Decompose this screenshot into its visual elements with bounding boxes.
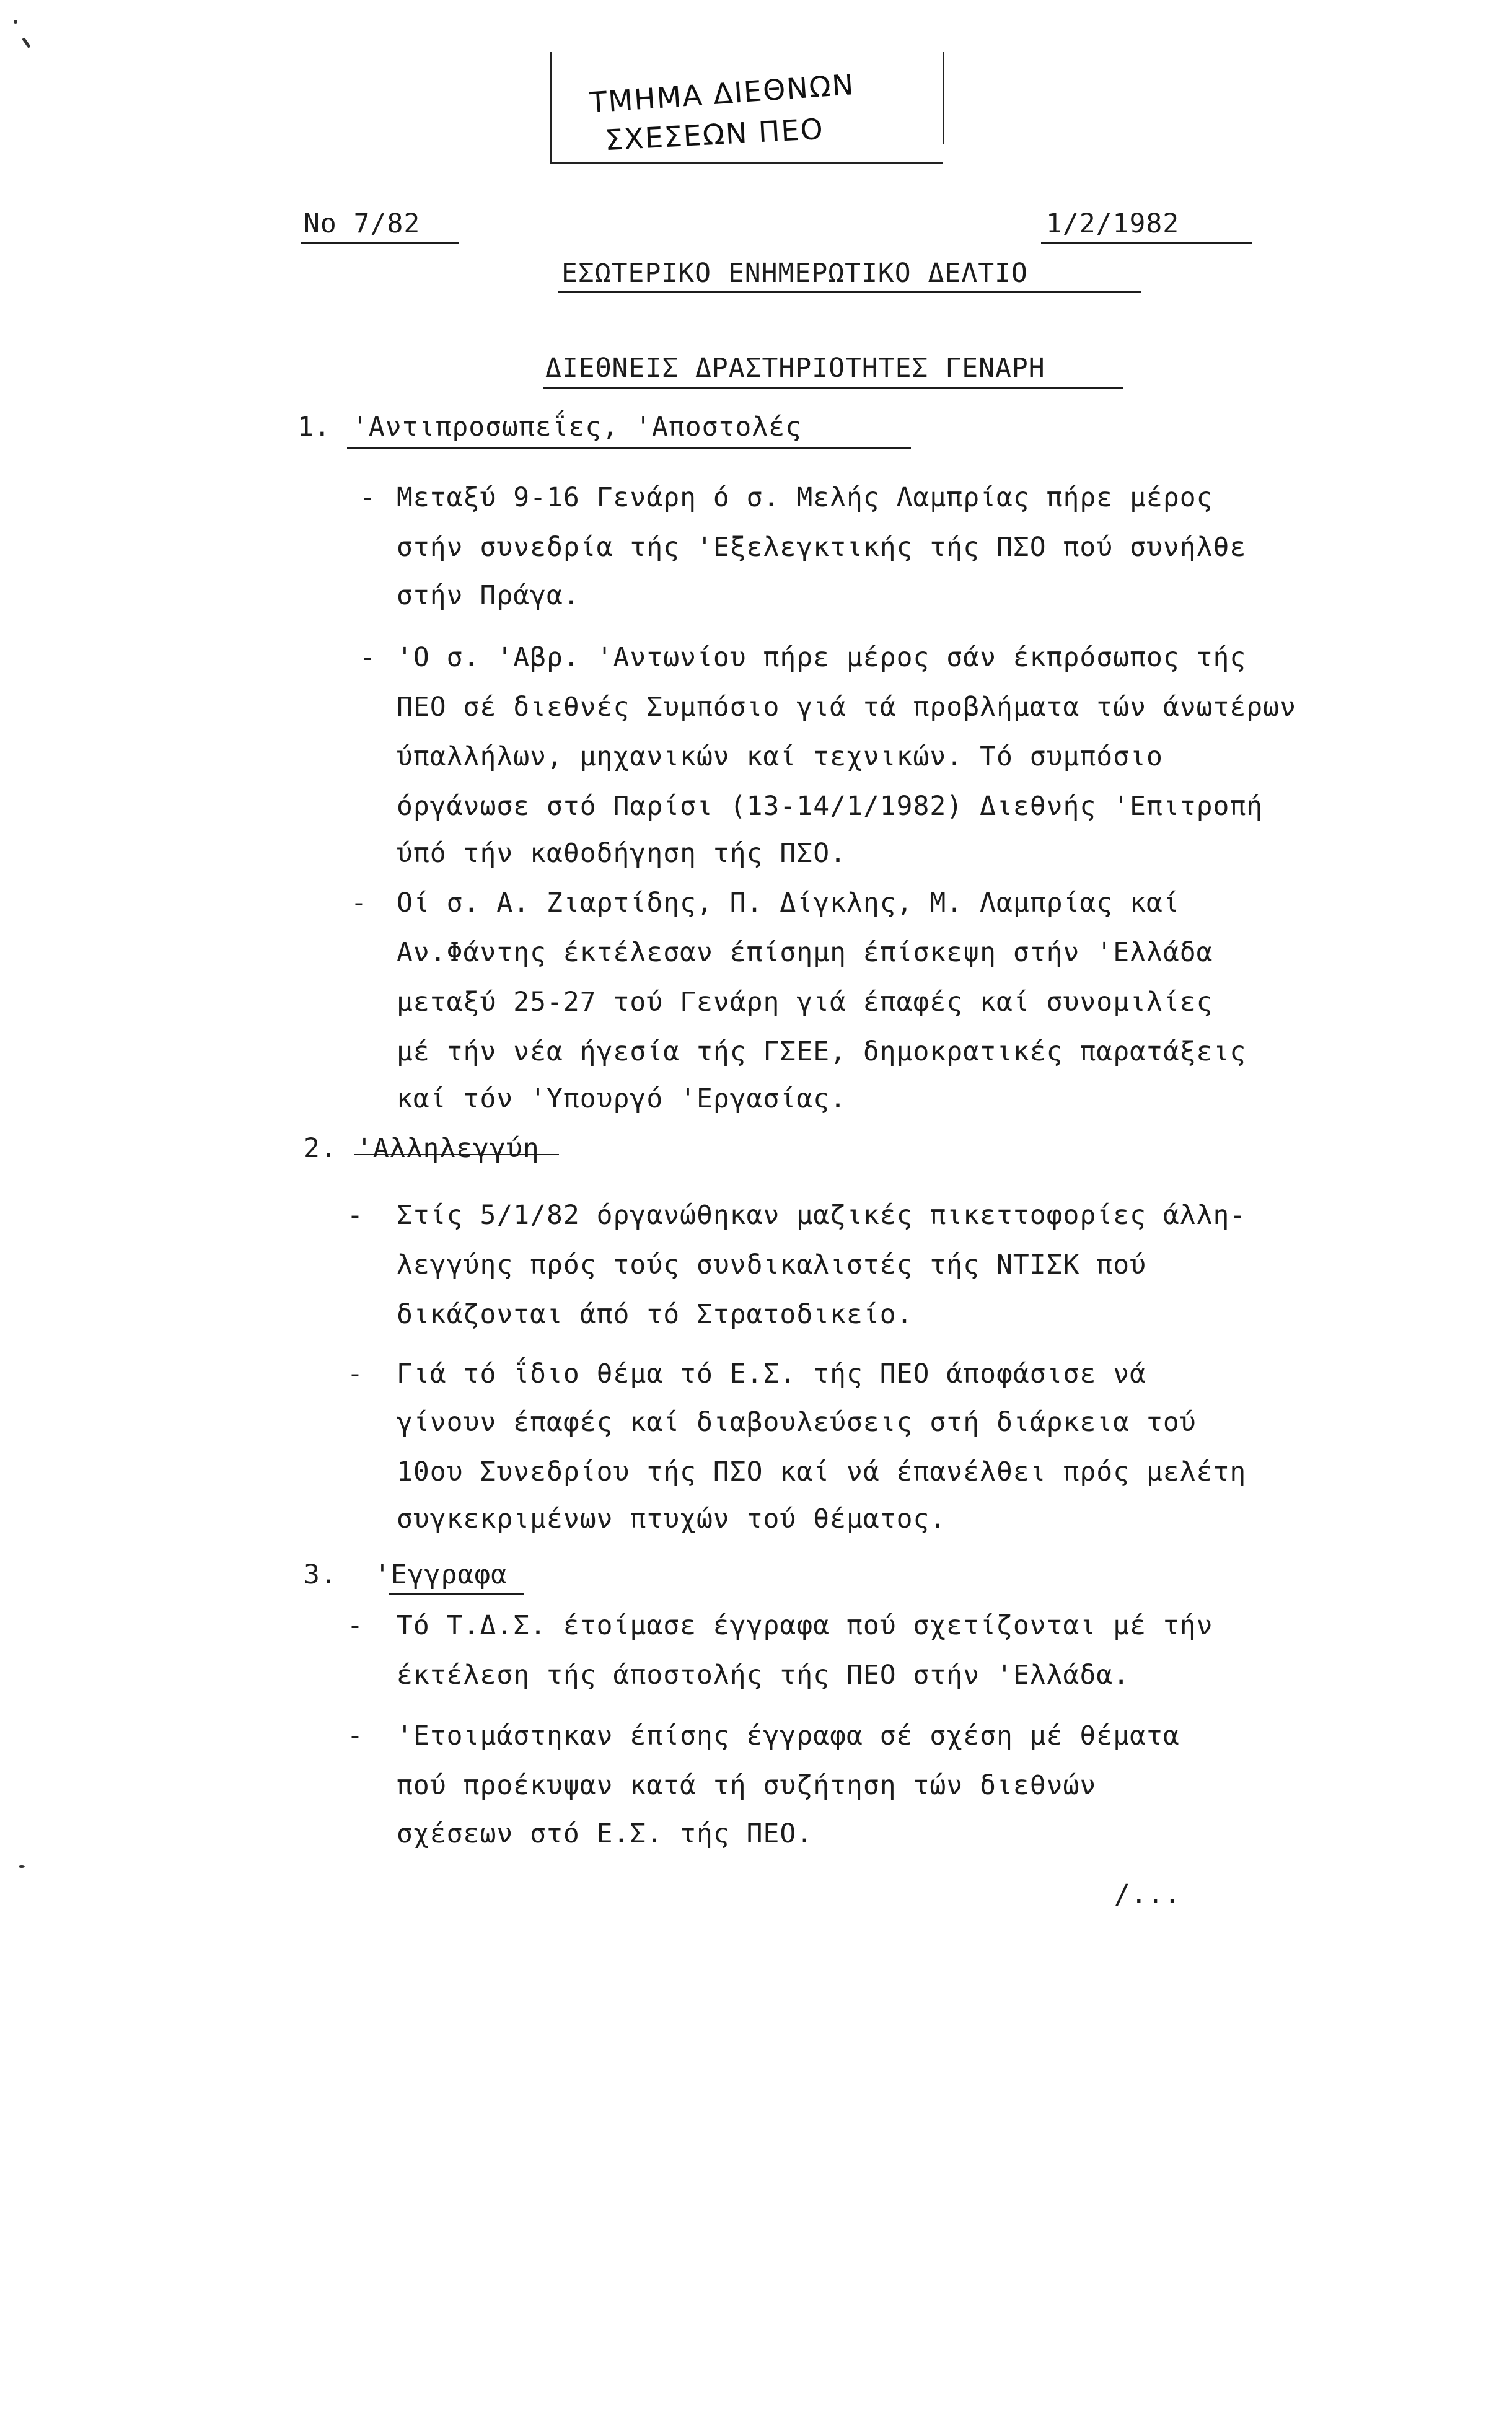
section-heading-underline (389, 1593, 524, 1595)
document-date-underline (1041, 242, 1252, 244)
paragraph-line: Μεταξύ 9-16 Γενάρη ό σ. Μελής Λαμπρίας πήρε μέρος (397, 482, 1213, 513)
paragraph-line: ύπό τήν καθοδήγηση τής ΠΣΟ. (397, 838, 846, 869)
document-number: No 7/82 (304, 208, 421, 239)
paragraph-line: λεγγύης πρός τούς συνδικαλιστές τής ΝΤΙΣΚ πού (397, 1249, 1146, 1280)
paragraph-line: μέ τήν νέα ήγεσία τής ΓΣΕΕ, δημοκρατικές παρατάξεις (397, 1036, 1247, 1067)
paragraph-line: ΠΕΟ σέ διεθνές Συμπόσιο γιά τά προβλήματα τών άνωτέρων (397, 692, 1296, 723)
document-title-underline (558, 291, 1141, 293)
bullet-dash: - (347, 1720, 363, 1751)
section-number: 1. (297, 412, 331, 442)
paragraph-line: δικάζονται άπό τό Στρατοδικείο. (397, 1299, 913, 1330)
paragraph-line: μεταξύ 25-27 τού Γενάρη γιά έπαφές καί συνομιλίες (397, 987, 1213, 1018)
paragraph-line: στήν Πράγα. (397, 580, 580, 611)
paragraph-line: όργάνωσε στό Παρίσι (13-14/1/1982) Διεθνής 'Επιτροπή (397, 791, 1264, 822)
section-heading: 'Αλληλεγγύη (356, 1133, 540, 1164)
paragraph-line: Αν.Φάντης έκτέλεσαν έπίσημη έπίσκεψη στήν 'Ελλάδα (397, 937, 1213, 968)
document-title: ΕΣΩΤΕΡΙΚΟ ΕΝΗΜΕΡΩΤΙΚΟ ΔΕΛΤΙΟ (561, 258, 1028, 289)
paragraph-line: 10ου Συνεδρίου τής ΠΣΟ καί νά έπανέλθει πρός μελέτη (397, 1456, 1247, 1487)
bullet-dash: - (351, 887, 367, 918)
paragraph-line: συγκεκριμένων πτυχών τού θέματος. (397, 1503, 947, 1534)
document-subtitle: ΔΙΕΘΝΕΙΣ ΔΡΑΣΤΗΡΙΟΤΗΤΕΣ ΓΕΝΑΡΗ (545, 353, 1045, 384)
paragraph-line: 'Ο σ. 'Αβρ. 'Αντωνίου πήρε μέρος σάν έκπρόσωπος τής (397, 642, 1247, 673)
paragraph-line: Γιά τό ΐδιο θέμα τό Ε.Σ. τής ΠΕΟ άποφάσισε νά (397, 1358, 1146, 1389)
bullet-dash: - (347, 1200, 363, 1231)
section-number: 3. (304, 1559, 337, 1590)
bullet-dash: - (359, 642, 376, 673)
bullet-dash: - (347, 1610, 363, 1641)
section-heading-underline (354, 1154, 559, 1155)
paragraph-line: σχέσεων στό Ε.Σ. τής ΠΕΟ. (397, 1818, 814, 1849)
scan-speck (19, 1865, 25, 1868)
document-date: 1/2/1982 (1046, 208, 1180, 239)
paragraph-line: Οί σ. Α. Ζιαρτίδης, Π. Δίγκλης, Μ. Λαμπρίας καί (397, 887, 1180, 918)
department-stamp (550, 52, 943, 164)
paragraph-line: πού προέκυψαν κατά τή συζήτηση τών διεθνών (397, 1770, 1097, 1801)
paragraph-line: καί τόν 'Υπουργό 'Εργασίας. (397, 1083, 846, 1114)
scan-speck (14, 20, 17, 24)
paragraph-line: στήν συνεδρία τής 'Εξελεγκτικής τής ΠΣΟ πού συνήλθε (397, 532, 1247, 563)
section-heading-underline (347, 447, 911, 449)
paragraph-line: ύπαλλήλων, μηχανικών καί τεχνικών. Τό συμπόσιο (397, 741, 1163, 772)
bullet-dash: - (359, 482, 376, 513)
bullet-dash: - (347, 1358, 363, 1389)
continuation-mark: /... (1114, 1879, 1181, 1910)
paragraph-line: γίνουν έπαφές καί διαβουλεύσεις στή διάρκεια τού (397, 1407, 1197, 1438)
section-heading: 'Αντιπροσωπεΐες, 'Αποστολές (352, 412, 802, 442)
scan-speck (22, 37, 30, 48)
stamp-line-2: ΣΧΕΣΕΩΝ ΠΕΟ (604, 112, 825, 157)
paragraph-line: έκτέλεση τής άποστολής τής ΠΕΟ στήν 'Ελλάδα. (397, 1660, 1130, 1691)
section-number: 2. (304, 1133, 337, 1164)
stamp-line-1: ΤΜΗΜΑ ΔΙΕΘΝΩΝ (588, 68, 856, 120)
paragraph-line: 'Ετοιμάστηκαν έπίσης έγγραφα σέ σχέση μέ θέματα (397, 1720, 1180, 1751)
paragraph-line: Τό Τ.Δ.Σ. έτοίμασε έγγραφα πού σχετίζονται μέ τήν (397, 1610, 1213, 1641)
document-number-underline (301, 242, 459, 244)
paragraph-line: Στίς 5/1/82 όργανώθηκαν μαζικές πικεττοφορίες άλλη- (397, 1200, 1247, 1231)
section-heading: 'Εγγραφα (374, 1559, 508, 1590)
document-subtitle-underline (543, 387, 1123, 389)
